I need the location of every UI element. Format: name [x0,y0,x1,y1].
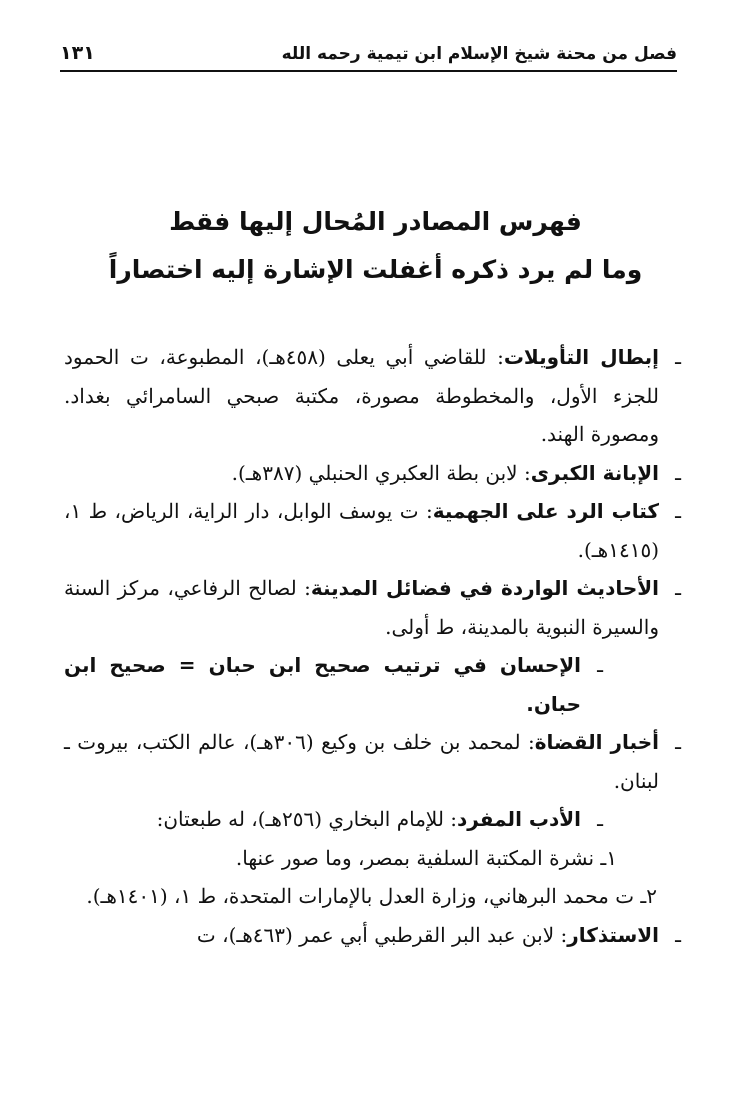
edition-item: ١ـ نشرة المكتبة السلفية بمصر، وما صور عنها. [235,845,617,870]
source-entry [64,338,681,454]
source-entry [64,492,681,569]
source-details: : لابن عبد البر القرطبي أبي عمر (٤٦٣هـ)، ت [196,922,568,947]
source-title: أخبار القضاة [534,730,659,754]
source-entry [64,646,681,723]
source-details: : ت يوسف الوابل، دار الراية، الرياض، ط ١، (١٤١٥هـ). [64,499,659,562]
source-entry [64,916,681,955]
source-entry [64,800,681,839]
running-header [60,42,677,72]
entry-dash: ـ [675,460,681,485]
source-title: الإبانة الكبرى [530,460,659,485]
source-title: الاستذكار [567,922,659,947]
title-line-1: فهرس المصادر المُحال إليها فقط [169,207,582,236]
source-details: : لصالح الرفاعي، مركز السنة والسيرة النبوية بالمدينة، ط أولى. [64,576,659,639]
source-title: كتاب الرد على الجهمية [432,499,660,523]
index-title [0,198,751,294]
entry-dash: ـ [675,499,681,523]
source-entry [64,569,681,646]
source-entry [64,454,681,493]
source-details: : لابن بطة العكبري الحنبلي (٣٨٧هـ). [231,460,531,485]
source-entry [64,723,681,800]
entry-dash: ـ [675,922,681,947]
source-title: الإحسان في ترتيب صحيح ابن حبان [208,653,582,677]
sources-list [64,338,681,954]
source-title: إبطال التأويلات [503,345,659,369]
running-title: فصل من محنة شيخ الإسلام ابن تيمية رحمه الله [281,44,677,64]
edition-item: ٢ـ ت محمد البرهاني، وزارة العدل بالإمارات المتحدة، ط ١، (١٤٠١هـ). [86,884,657,908]
source-title: الأدب المفرد [457,807,581,831]
entry-dash: ـ [675,576,681,600]
source-title: الأحاديث الواردة في فضائل المدينة [310,576,659,600]
page-number: ١٣١ [60,42,95,64]
entry-dash: ـ [597,653,603,677]
entry-dash: ـ [597,807,603,831]
title-line-2: وما لم يرد ذكره أغفلت الإشارة إليه اختصاراً [108,255,643,284]
entry-dash: ـ [675,345,681,369]
entry-dash: ـ [675,730,681,754]
source-details: : للقاضي أبي يعلى (٤٥٨هـ)، المطبوعة، ت الحمود للجزء الأول، والمخطوطة مصورة، مكتبة صبحي السامرائي بغداد. ومصورة الهند. [64,345,659,446]
source-details: = صحيح ابن حبان. [64,653,581,716]
source-details: : لمحمد بن خلف بن وكيع (٣٠٦هـ)، عالم الكتب، بيروت ـ لبنان. [64,730,659,793]
source-details: : للإمام البخاري (٢٥٦هـ)، له طبعتان: [156,807,458,831]
